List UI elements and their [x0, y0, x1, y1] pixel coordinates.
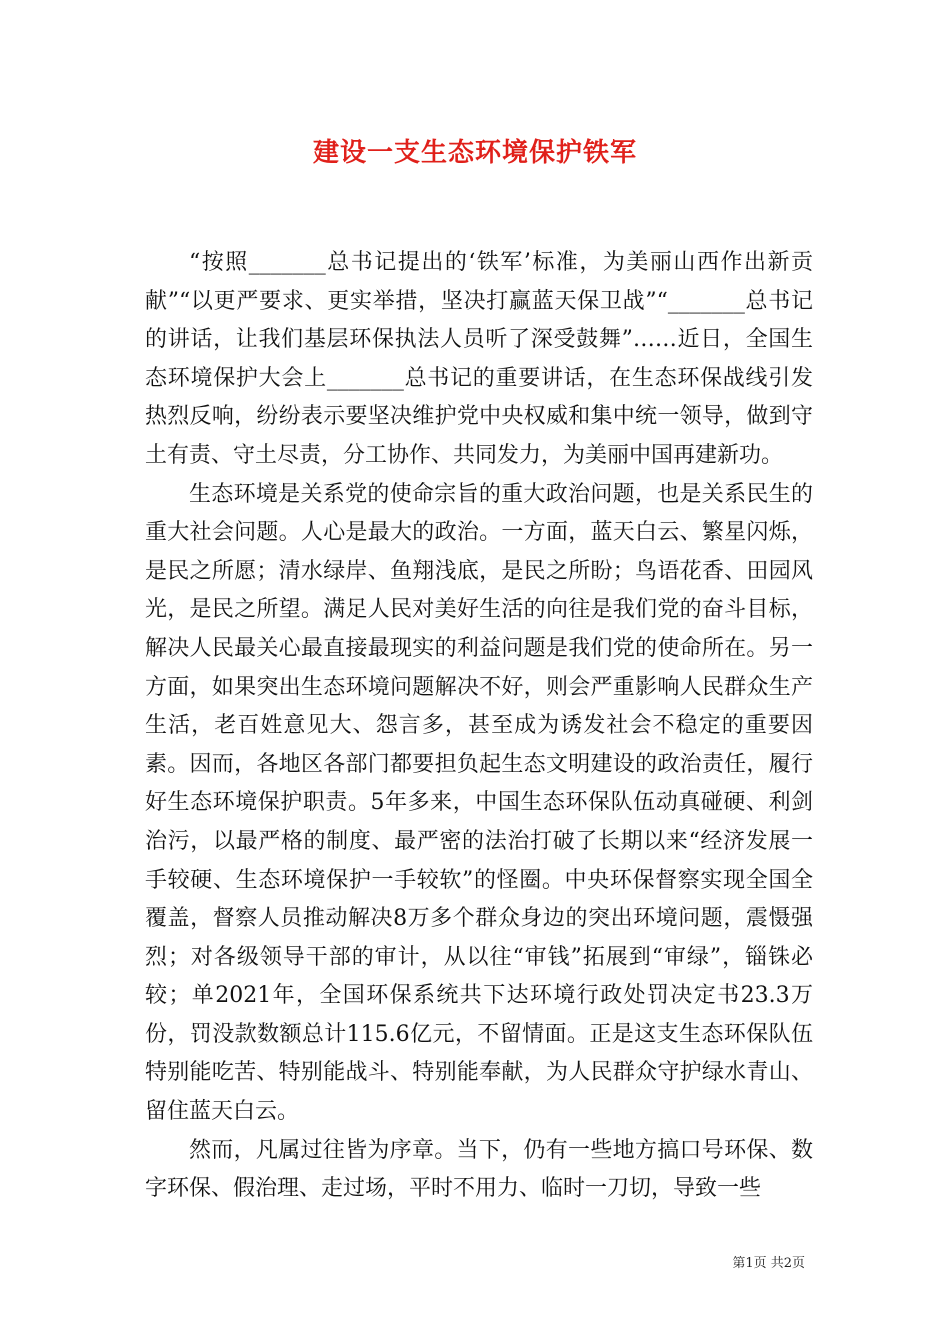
paragraph-2: 生态环境是关系党的使命宗旨的重大政治问题，也是关系民生的重大社会问题。人心是最大的政治。一方面，蓝天白云、繁星闪烁，是民之所愿；清水绿岸、鱼翔浅底，是民之所盼；鸟语花香、田园风光，是民之所望。满足人民对美好生活的向往是我们党的奋斗目标，解决人民最关心最直接最现实的利益问题是我们党的使命所在。另一方面，如果突出生态环境问题解决不好，则会严重影响人民群众生产生活，老百姓意见大、怨言多，甚至成为诱发社会不稳定的重要因素。因而，各地区各部门都要担负起生态文明建设的政治责任，履行好生态环境保护职责。5年多来，中国生态环保队伍动真碰硬、利剑治污，以最严格的制度、最严密的法治打破了长期以来“经济发展一手较硬、生态环境保护一手较软”的怪圈。中央环保督察实现全国全覆盖，督察人员推动解决8万多个群众身边的突出环境问题，震慑强烈；对各级领导干部的审计，从以往“审钱”拓展到“审绿”，锱铢必较；单2021年，全国环保系统共下达环境行政处罚决定书23.3万份，罚没款数额总计115.6亿元，不留情面。正是这支生态环保队伍特别能吃苦、特别能战斗、特别能奉献，为人民群众守护绿水青山、留住蓝天白云。 [145, 481, 813, 1125]
paragraph-3: 然而，凡属过往皆为序章。当下，仍有一些地方搞口号环保、数字环保、假治理、走过场，平时不用力、临时一刀切，导致一些 [145, 1137, 813, 1202]
paragraph-1: “按照_______总书记提出的‘铁军’标准，为美丽山西作出新贡献”“以更严要求、更实举措，坚决打赢蓝天保卫战”“_______总书记的讲话，让我们基层环保执法人员听了深受鼓舞”……近日，全国生态环境保护大会上_______总书记的重要讲话，在生态环保战线引发热烈反响，纷纷表示要坚决维护党中央权威和集中统一领导，做到守土有责、守土尽责，分工协作、共同发力，为美丽中国再建新功。 [145, 250, 813, 468]
document-title: 建设一支生态环境保护铁军 [312, 138, 637, 168]
document-body [145, 244, 813, 1209]
page-number-footer: 第1页 共2页 [732, 1256, 805, 1271]
